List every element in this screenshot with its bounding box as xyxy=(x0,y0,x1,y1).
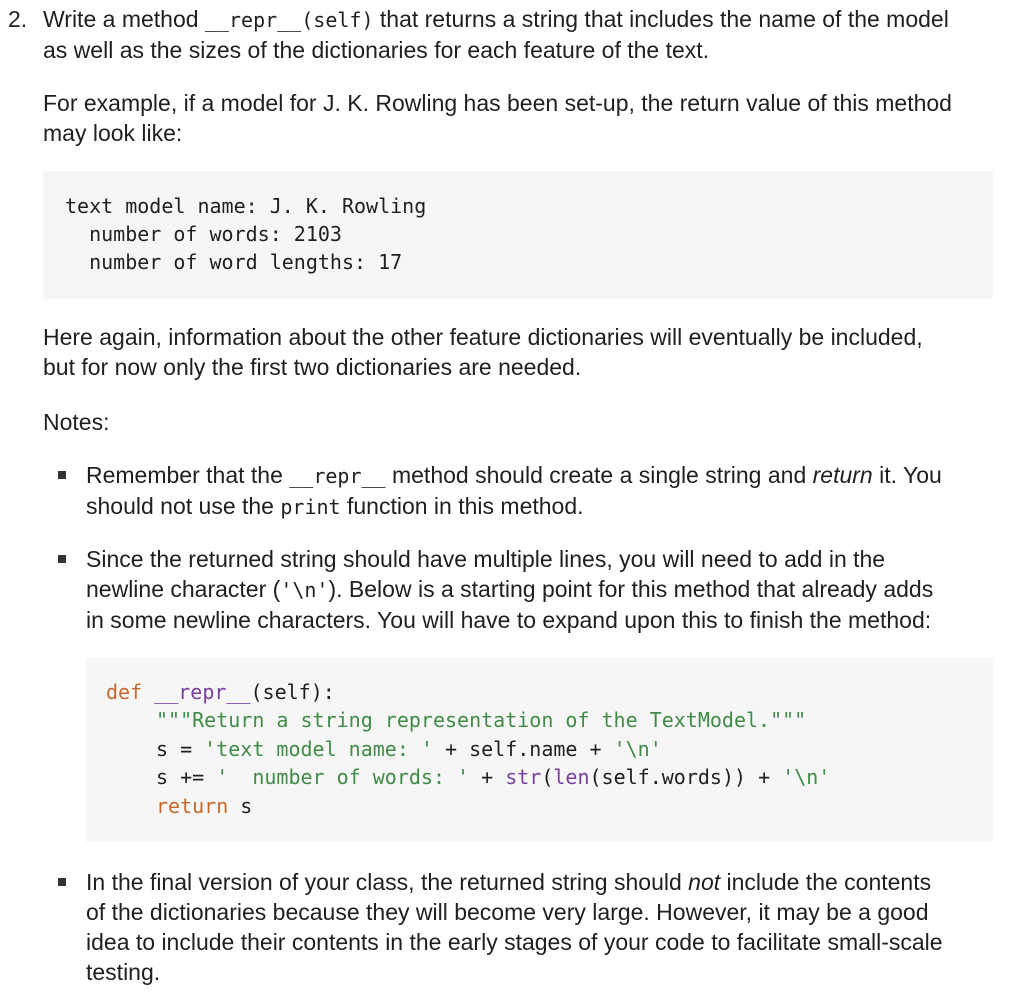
example-output-line-1: text model name: J. K. Rowling xyxy=(65,194,427,218)
bullet-1: Remember that the __repr__ method should create a single string and return it. You should not use the print function in this method. xyxy=(86,462,942,519)
code-block xyxy=(86,658,993,842)
example-output-line-3: number of word lengths: 17 xyxy=(65,250,403,274)
bullet-2: Since the returned string should have multiple lines, you will need to add in the newline character ('\n'). Below is a starting point for this method that already adds in some newline characters. You will have to expand upon this to finish the method: xyxy=(86,546,934,633)
bullet-marker xyxy=(58,471,66,479)
notes-label: Notes: xyxy=(43,409,110,435)
example-intro-paragraph: For example, if a model for J. K. Rowling has been set-up, the return value of this method may look like: xyxy=(43,90,952,146)
intro-line-2: as well as the sizes of the dictionaries for each feature of the text. xyxy=(43,37,710,63)
example-output-block xyxy=(43,171,993,299)
inline-code-print: print xyxy=(280,495,341,519)
bullet-3: In the final version of your class, the returned string should not include the contents of the dictionaries because they will become very large. However, it may be a good idea to include their contents in the early stages of your code to facilitate small-scale testing. xyxy=(86,869,943,985)
code-line-def: def __repr__(self): xyxy=(106,680,335,704)
inline-code-repr-self: __repr__(self) xyxy=(204,8,374,32)
again-paragraph: Here again, information about the other feature dictionaries will eventually be included, but for now only the first two dictionaries are needed. xyxy=(43,324,923,380)
code-line-return: return s xyxy=(156,794,253,818)
code-line-s-append: s += ' number of words: ' + str(len(self.words)) + '\n' xyxy=(156,765,831,789)
code-line-s-assign: s = 'text model name: ' + self.name + '\n' xyxy=(156,737,662,761)
example-output-line-2: number of words: 2103 xyxy=(65,222,342,246)
intro-paragraph xyxy=(43,4,1003,65)
item-number: 2. xyxy=(8,6,28,32)
bullet-marker xyxy=(58,878,66,886)
inline-code-repr: __repr__ xyxy=(289,464,386,488)
inline-code-newline: '\n' xyxy=(280,578,329,602)
bullet-marker xyxy=(58,555,66,563)
intro-line-1: Write a method __repr__(self) that returns a string that includes the name of the model xyxy=(43,6,949,32)
code-line-docstring: """Return a string representation of the TextModel.""" xyxy=(156,708,807,732)
